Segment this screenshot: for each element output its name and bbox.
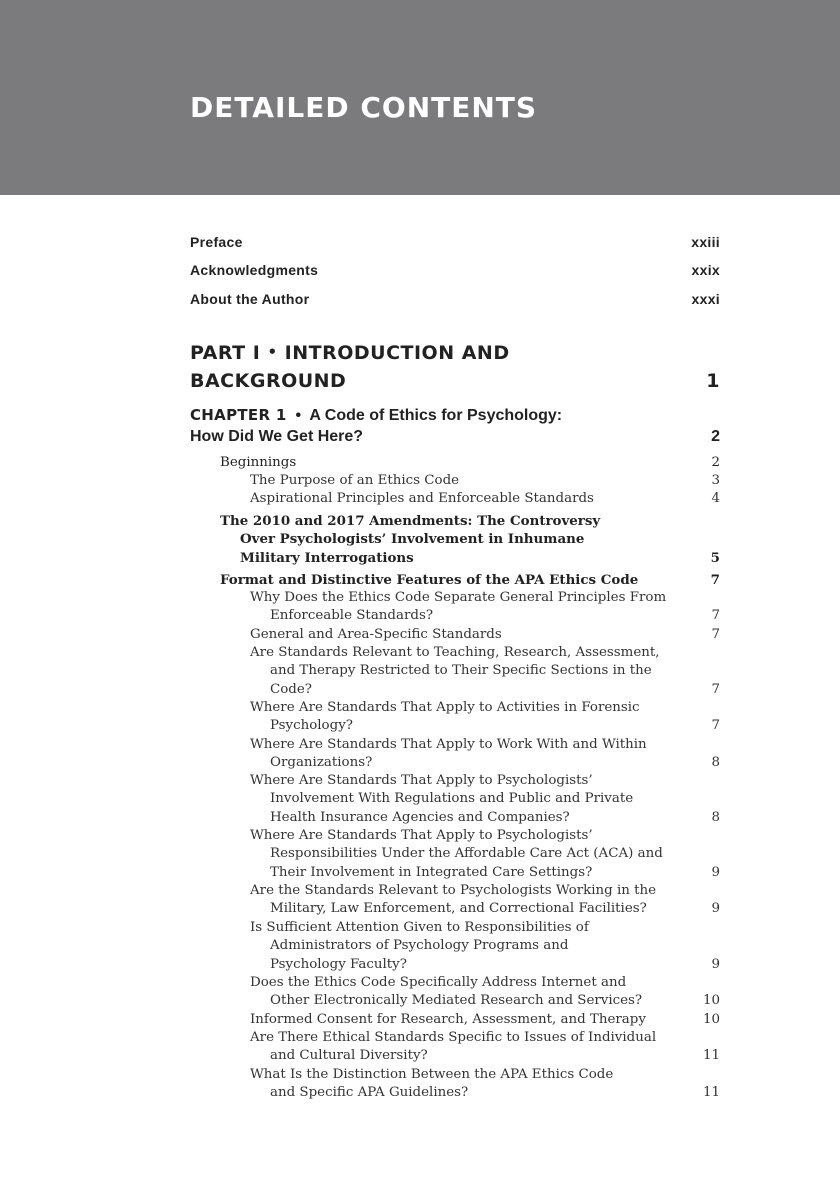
toc-entry-page: 4 xyxy=(711,491,720,506)
toc-entry-title: Format and Distinctive Features of the APA Ethics Code xyxy=(220,572,639,588)
toc-entry-page: 10 xyxy=(702,1012,720,1027)
toc-entry-title: Acknowledgments xyxy=(190,262,319,278)
chapter-title-line2: How Did We Get Here? xyxy=(190,428,364,445)
bullet-separator: • xyxy=(267,343,278,361)
toc-entry-title: Where Are Standards That Apply to Work With and Within Organizations? xyxy=(250,737,647,771)
toc-subentry[interactable] xyxy=(250,626,720,644)
toc-entry-about-the-author[interactable] xyxy=(190,290,720,308)
toc-subentry[interactable] xyxy=(250,882,720,919)
part-page: 1 xyxy=(706,370,720,392)
part-label: PART I xyxy=(190,342,261,364)
toc-entry[interactable] xyxy=(220,454,720,472)
toc-subentry[interactable] xyxy=(250,974,720,1011)
toc-entry-acknowledgments[interactable] xyxy=(190,261,720,279)
header-banner xyxy=(0,0,840,195)
toc-subentry[interactable] xyxy=(250,472,720,490)
toc-entry-page: 7 xyxy=(710,572,720,588)
chapter-title: A Code of Ethics for Psychology: xyxy=(309,407,563,424)
part-title: INTRODUCTION AND xyxy=(284,342,510,364)
toc-entry-page: 7 xyxy=(711,718,720,734)
toc-entry-page: 11 xyxy=(702,1048,720,1064)
toc-entry-page: 9 xyxy=(711,956,720,972)
chapter-page: 2 xyxy=(711,428,720,445)
toc-subentry[interactable] xyxy=(250,490,720,508)
toc-entry-title: The Purpose of an Ethics Code xyxy=(250,473,460,488)
chapter-label: CHAPTER 1 xyxy=(190,406,287,424)
toc-entry-page: 7 xyxy=(711,608,720,624)
toc-entry-title: What Is the Distinction Between the APA Ethics Code and Specific APA Guidelines? xyxy=(250,1067,614,1101)
toc-entry-title: Where Are Standards That Apply to Psychologists’ Involvement With Regulations and Public and Private Health Insurance Agencies and Companies? xyxy=(250,773,634,825)
toc-entry-title: Does the Ethics Code Specifically Address Internet and Other Electronically Mediated Research and Services? xyxy=(250,975,643,1009)
toc-entry-page: 9 xyxy=(711,864,720,880)
toc-entry-title: The 2010 and 2017 Amendments: The Controversy Over Psychologists’ Involvement in Inhumane Military Interrogations xyxy=(220,513,601,566)
toc-entry-page: 8 xyxy=(711,809,720,825)
toc-subentry[interactable] xyxy=(250,1029,720,1066)
toc-subentry[interactable] xyxy=(250,1011,720,1029)
toc-entry-page: 11 xyxy=(702,1085,720,1101)
toc-entry-title: Beginnings xyxy=(220,455,297,470)
toc-entry-title: Aspirational Principles and Enforceable Standards xyxy=(250,491,594,506)
toc-entry-title: Are the Standards Relevant to Psychologists Working in the Military, Law Enforcement, and Correctional Facilities? xyxy=(250,883,657,917)
toc-entry-title: Informed Consent for Research, Assessment, and Therapy xyxy=(250,1012,646,1027)
toc-entry-title: General and Area-Specific Standards xyxy=(250,627,502,642)
toc-entry[interactable] xyxy=(220,571,720,589)
toc-subentry[interactable] xyxy=(250,589,720,626)
toc-subentry[interactable] xyxy=(250,736,720,773)
chapter-title-line1 xyxy=(190,405,720,426)
toc-entry-page: xxxi xyxy=(691,291,720,307)
part-title-line2: BACKGROUND xyxy=(190,370,347,392)
toc-entry-title: Is Sufficient Attention Given to Responsibilities of Administrators of Psychology Programs and Psychology Faculty? xyxy=(250,920,589,972)
toc-entry-title: Where Are Standards That Apply to Activities in Forensic Psychology? xyxy=(250,700,640,734)
part-title-line1 xyxy=(190,340,720,368)
toc-entry-page: 3 xyxy=(711,473,720,488)
toc-entry-page: 10 xyxy=(702,993,720,1009)
toc-subentry[interactable] xyxy=(250,772,720,827)
toc-entry[interactable] xyxy=(220,512,720,567)
toc-entry-title: Are There Ethical Standards Specific to Issues of Individual and Cultural Diversity? xyxy=(250,1030,657,1064)
toc-entry-page: 5 xyxy=(710,549,720,566)
toc-chapter-heading[interactable] xyxy=(190,405,720,447)
toc-subentry[interactable] xyxy=(250,919,720,974)
toc-entry-title: Where Are Standards That Apply to Psychologists’ Responsibilities Under the Affordable Care Act (ACA) and Their Involvement in Integrated Care Settings? xyxy=(250,828,663,880)
toc-entry-title: About the Author xyxy=(190,291,310,307)
toc-entry-page: 7 xyxy=(711,681,720,697)
toc-subentry[interactable] xyxy=(250,1066,720,1103)
toc-subentry[interactable] xyxy=(250,699,720,736)
toc-entry-title: Preface xyxy=(190,234,243,250)
toc-entry-page: xxix xyxy=(691,262,720,278)
toc-entry-page: xxiii xyxy=(691,234,720,250)
toc-subentry[interactable] xyxy=(250,644,720,699)
toc-part-heading[interactable] xyxy=(190,340,720,395)
page-title: DETAILED CONTENTS xyxy=(190,91,538,124)
toc-entry-page: 8 xyxy=(711,755,720,771)
bullet-separator: • xyxy=(295,407,302,424)
toc-entry-page: 9 xyxy=(711,901,720,917)
toc-entry-title: Are Standards Relevant to Teaching, Research, Assessment, and Therapy Restricted to Their Specific Sections in the Code? xyxy=(250,645,660,697)
toc-entry-title: Why Does the Ethics Code Separate General Principles From Enforceable Standards? xyxy=(250,590,667,624)
toc-entry-page: 7 xyxy=(711,627,720,642)
toc-entry-preface[interactable] xyxy=(190,233,720,251)
toc-entry-page: 2 xyxy=(711,455,720,470)
toc-subentry[interactable] xyxy=(250,827,720,882)
